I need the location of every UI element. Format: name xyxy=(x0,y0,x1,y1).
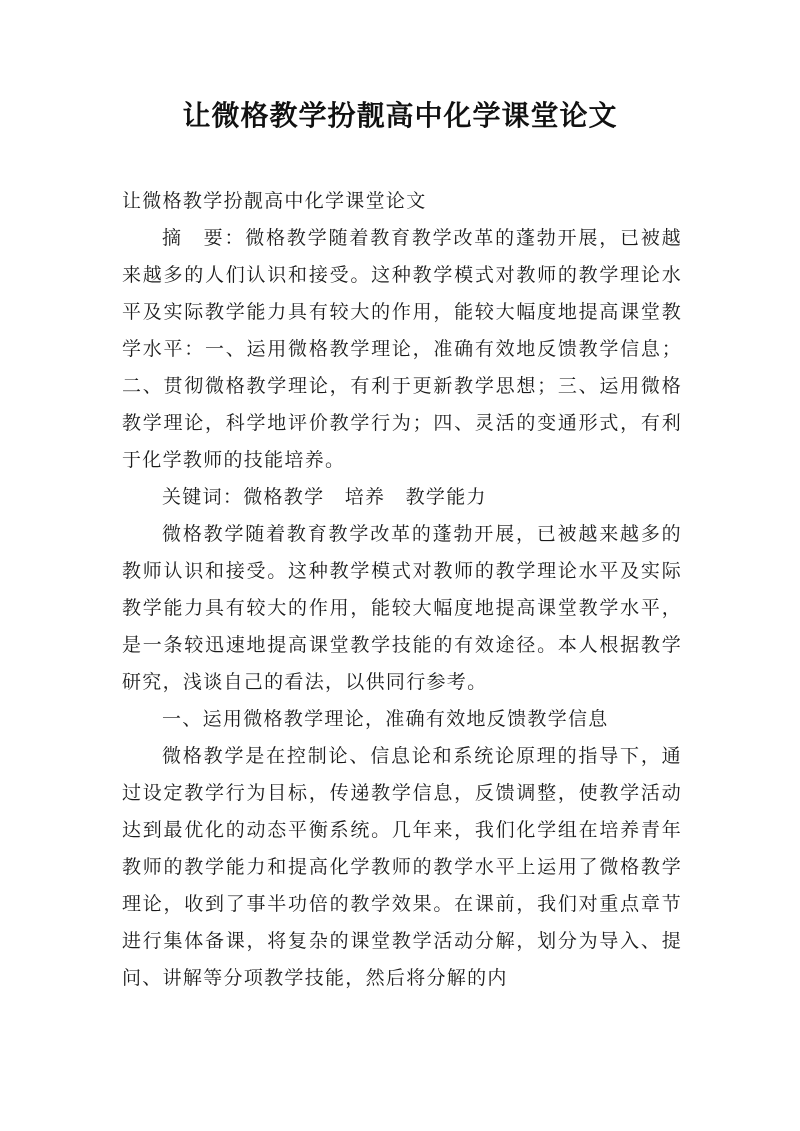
intro-paragraph: 微格教学随着教育教学改革的蓬勃开展，已被越来越多的教师认识和接受。这种教学模式对教师的教学理论水平及实际教学能力具有较大的作用，能较大幅度地提高课堂教学水平，是一条较迅速地提高课堂教学技能的有效途径。本人根据教学研究，浅谈自己的看法，以供同行参考。 xyxy=(122,523,682,693)
page-title: 让微格教学扮靓高中化学课堂论文 xyxy=(182,99,618,132)
section-heading-1: 一、运用微格教学理论，准确有效地反馈教学信息 xyxy=(162,708,609,730)
document-body xyxy=(122,183,682,997)
keywords-paragraph: 关键词：微格教学 培养 教学能力 xyxy=(162,486,487,508)
document-subtitle: 让微格教学扮靓高中化学课堂论文 xyxy=(122,190,427,212)
abstract-paragraph: 摘 要：微格教学随着教育教学改革的蓬勃开展，已被越来越多的人们认识和接受。这种教学模式对教师的教学理论水平及实际教学能力具有较大的作用，能较大幅度地提高课堂教学水平：一、运用微格教学理论，准确有效地反馈教学信息；二、贯彻微格教学理论，有利于更新教学思想；三、运用微格教学理论，科学地评价教学行为；四、灵活的变通形式，有利于化学教师的技能培养。 xyxy=(122,227,682,471)
section-1-paragraph: 微格教学是在控制论、信息论和系统论原理的指导下，通过设定教学行为目标，传递教学信息，反馈调整，使教学活动达到最优化的动态平衡系统。几年来，我们化学组在培养青年教师的教学能力和提高化学教师的教学水平上运用了微格教学理论，收到了事半功倍的教学效果。在课前，我们对重点章节进行集体备课，将复杂的课堂教学活动分解，划分为导入、提问、讲解等分项教学技能，然后将分解的内 xyxy=(122,745,682,989)
